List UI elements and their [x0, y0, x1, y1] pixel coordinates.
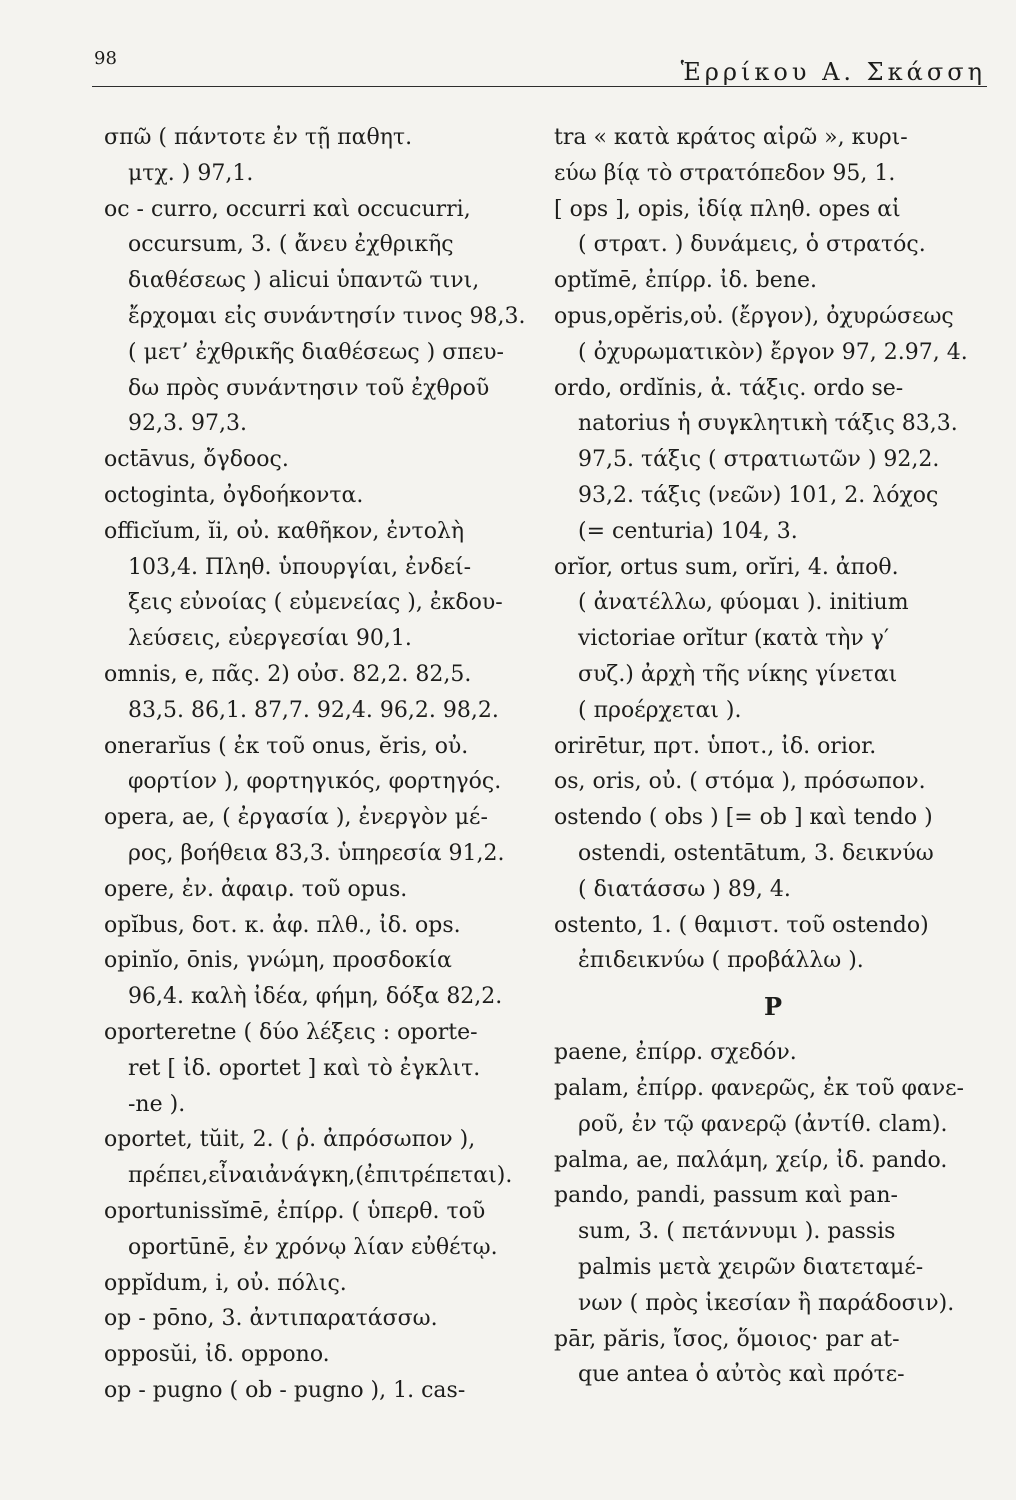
page-number: 98 [94, 48, 117, 69]
entry-line: ordo, ordĭnis, ἀ. τάξις. ordo se- [554, 375, 904, 401]
entry-line: 92,3. 97,3. [128, 411, 247, 437]
entry-line: que antea ὁ αὐτὸς καὶ πρότε- [578, 1362, 905, 1388]
entry-line: palam, ἐπίρρ. φανερῶς, ἐκ τοῦ φανε- [554, 1075, 964, 1101]
entry-line: orĭor, ortus sum, orĭri, 4. ἀποθ. [554, 554, 899, 580]
entry-line: πρέπει,εἶναιἀνάγκη,(ἐπιτρέπεται). [128, 1163, 513, 1189]
header-rule [92, 86, 987, 87]
entry-line: victoriae orĭtur (κατὰ τὴν γ′ [578, 626, 889, 652]
entry-line: 83,5. 86,1. 87,7. 92,4. 96,2. 98,2. [128, 697, 499, 723]
entry-line: σπῶ ( πάντοτε ἐν τῇ παθητ. [104, 125, 413, 150]
entry-line: octoginta, ὀγδοήκοντα. [104, 482, 364, 508]
entry-line: opinĭo, ōnis, γνώμη, προσδοκία [104, 948, 452, 974]
entry-line: ( ὀχυρωματικὸν) ἔργον 97, 2.97, 4. [578, 339, 968, 365]
entry-line: (= centuria) 104, 3. [578, 518, 798, 544]
page-header [92, 40, 992, 88]
entry-line: natorius ἡ συγκλητικὴ τάξις 83,3. [578, 411, 958, 437]
entry-line: ostendi, ostentātum, 3. δεικνύω [578, 840, 934, 866]
entry-line: 96,4. καλὴ ἰδέα, φήμη, δόξα 82,2. [128, 984, 503, 1010]
entry-line: ρος, βοήθεια 83,3. ὑπηρεσία 91,2. [128, 840, 505, 866]
entry-line: 103,4. Πληθ. ὑπουργίαι, ἐνδεί- [128, 554, 472, 580]
entry-line: palmis μετὰ χειρῶν διατεταμέ- [578, 1254, 924, 1280]
entry-line: ostendo ( obs ) [= ob ] καὶ tendo ) [554, 805, 933, 831]
entry-line: δω πρὸς συνάντησιν τοῦ ἐχθροῦ [128, 375, 490, 401]
entry-line: officĭum, ĭi, οὐ. καθῆκον, ἐντολὴ [104, 518, 465, 544]
entry-line: opera, ae, ( ἐργασία ), ἐνεργὸν μέ- [104, 805, 488, 831]
entry-line: omnis, e, πᾶς. 2) οὐσ. 82,2. 82,5. [104, 661, 472, 687]
entry-line: op - pugno ( ob - pugno ), 1. cas- [104, 1377, 466, 1403]
entry-line: pār, păris, ἴσος, ὅμοιος· par at- [554, 1326, 900, 1352]
entry-line: ἔρχομαι εἰς συνάντησίν τινος 98,3. [128, 303, 526, 329]
entry-line: ἐπιδεικνύω ( προβάλλω ). [578, 948, 864, 974]
entry-line: paene, ἐπίρρ. σχεδόν. [554, 1040, 797, 1066]
entry-line: oportunissĭmē, ἐπίρρ. ( ὑπερθ. τοῦ [104, 1198, 486, 1224]
entry-line: oportet, tŭit, 2. ( ῥ. ἀπρόσωπον ), [104, 1127, 476, 1153]
right-column [554, 120, 992, 1393]
entry-line: oppĭdum, i, οὐ. πόλις. [104, 1270, 347, 1296]
entry-line: palma, ae, παλάμη, χείρ, ἰδ. pando. [554, 1147, 948, 1173]
entry-line: oportūnē, ἐν χρόνῳ λίαν εὐθέτῳ. [128, 1234, 498, 1260]
entry-line: os, oris, οὐ. ( στόμα ), πρόσωπον. [554, 769, 926, 795]
entry-line: occursum, 3. ( ἄνευ ἐχθρικῆς [128, 232, 454, 258]
entry-line: συζ.) ἀρχὴ τῆς νίκης γίνεται [578, 661, 898, 687]
entry-line: νων ( πρὸς ἱκεσίαν ἢ παράδοσιν). [578, 1290, 955, 1316]
entry-line: ( διατάσσω ) 89, 4. [578, 876, 791, 902]
entry-line: [ ops ], opis, ἰδίᾳ πληθ. opes αἱ [554, 196, 901, 222]
entry-line: ostento, 1. ( θαμιστ. τοῦ ostendo) [554, 912, 929, 938]
entry-line: λεύσεις, εὐεργεσίαι 90,1. [128, 626, 412, 652]
entry-line: opus,opĕris,οὐ. (ἔργον), ὀχυρώσεως [554, 303, 954, 329]
entry-line: opposŭi, ἰδ. oppono. [104, 1342, 330, 1368]
entry-line: tra « κατὰ κράτος αἱρῶ », κυρι- [554, 125, 908, 150]
entry-line: octāvus, ὄγδοος. [104, 447, 289, 473]
entry-line: ροῦ, ἐν τῷ φανερῷ (ἀντίθ. clam). [578, 1111, 948, 1137]
entry-line: orirētur, πρτ. ὑποτ., ἰδ. orior. [554, 733, 877, 759]
entry-line: ( στρατ. ) δυνάμεις, ὁ στρατός. [578, 232, 926, 258]
running-head: Ἑρρίκου Α. Σκάσση [680, 58, 986, 86]
entry-line: onerarĭus ( ἐκ τοῦ onus, ĕris, οὐ. [104, 733, 469, 759]
entry-line: oporteretne ( δύο λέξεις : oporte- [104, 1019, 478, 1045]
entry-line: -ne ). [128, 1091, 186, 1117]
entry-line: ( μετ’ ἐχθρικῆς διαθέσεως ) σπευ- [128, 339, 504, 365]
entry-line: op - pōno, 3. ἀντιπαρατάσσω. [104, 1306, 438, 1332]
left-column [104, 120, 544, 1409]
entry-line: ret [ ἰδ. oportet ] καὶ τὸ ἐγκλιτ. [128, 1055, 481, 1081]
entry-line: ( προέρχεται ). [578, 697, 742, 723]
entry-line: φορτίον ), φορτηγικός, φορτηγός. [128, 769, 502, 795]
entry-line: μτχ. ) 97,1. [128, 160, 254, 186]
entry-line: pando, pandi, passum καὶ pan- [554, 1183, 898, 1209]
entry-line: opere, ἐν. ἀφαιρ. τοῦ opus. [104, 876, 408, 902]
entry-line: oc - curro, occurri καὶ occucurri, [104, 196, 471, 222]
entry-line: 93,2. τάξις (νεῶν) 101, 2. λόχος [578, 482, 939, 508]
entry-line: ξεις εὐνοίας ( εὐμενείας ), ἐκδου- [128, 590, 503, 616]
entry-line: opĭbus, δοτ. κ. ἀφ. πλθ., ἰδ. ops. [104, 912, 461, 938]
entry-line: εύω βίᾳ τὸ στρατόπεδον 95, 1. [554, 160, 896, 186]
section-heading: P [763, 992, 783, 1022]
entry-line: ( ἀνατέλλω, φύομαι ). initium [578, 590, 909, 616]
entry-line: sum, 3. ( πετάννυμι ). passis [578, 1219, 896, 1245]
entry-line: διαθέσεως ) alicui ὑπαντῶ τινι, [128, 268, 480, 294]
entry-line: 97,5. τάξις ( στρατιωτῶν ) 92,2. [578, 447, 940, 473]
entry-line: optĭmē, ἐπίρρ. ἰδ. bene. [554, 268, 817, 294]
